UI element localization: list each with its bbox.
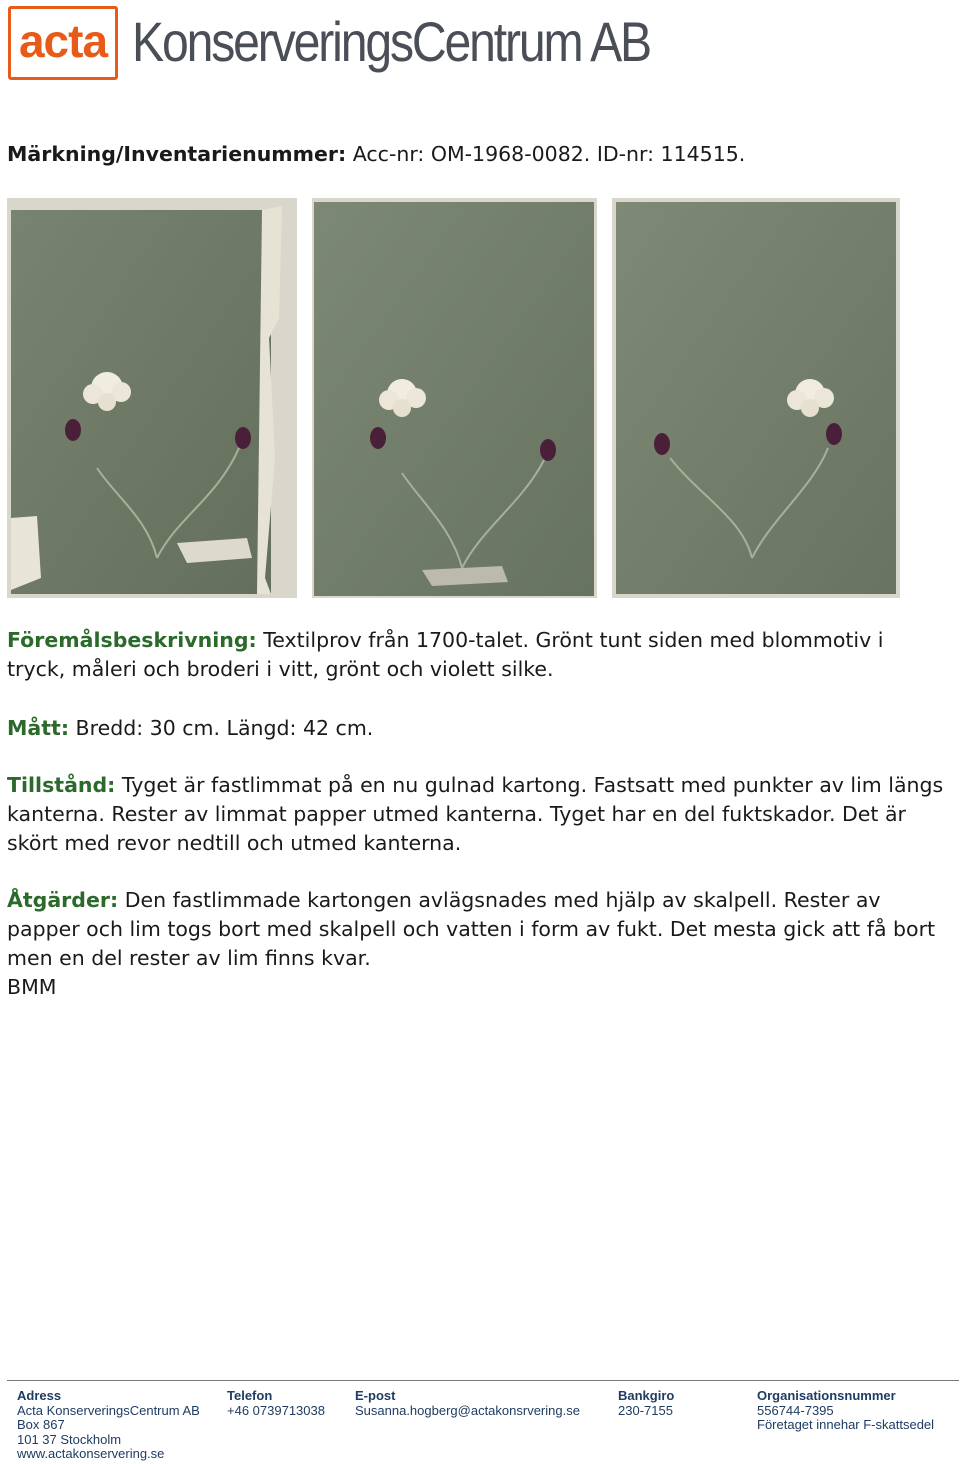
condition-text: Tyget är fastlimmat på en nu gulnad kartong. Fastsatt med punkter av lim längs kanterna. Rester av limmat papper utmed kanterna. Tyget har en del fuktskador. Det är skört med revor nedtill och utmed kanterna. <box>7 773 944 855</box>
footer-address-heading: Adress <box>17 1388 62 1403</box>
footer-bankgiro-number: 230-7155 <box>618 1402 673 1418</box>
marking-value: Acc-nr: OM-1968-0082. ID-nr: 114515. <box>346 142 746 166</box>
footer-bankgiro-heading: Bankgiro <box>618 1388 675 1403</box>
textile-photo-before <box>7 198 297 598</box>
marking-label: Märkning/Inventarienummer: <box>7 142 347 166</box>
footer-email <box>355 1389 580 1418</box>
actions-label: Åtgärder: <box>7 888 119 912</box>
dimensions-label: Mått: <box>7 716 70 740</box>
signature: BMM <box>7 975 57 999</box>
description-paragraph <box>7 626 907 684</box>
footer-phone-number: +46 0739713038 <box>227 1402 325 1418</box>
footer-address <box>17 1389 200 1462</box>
footer-address-line: Box 867 <box>17 1417 65 1432</box>
condition-paragraph <box>7 771 957 858</box>
acta-logo <box>8 6 118 80</box>
textile-photo-after <box>612 198 900 598</box>
description-label: Föremålsbeskrivning: <box>7 628 257 652</box>
footer-email-link[interactable]: Susanna.hogberg@actakonsrvering.se <box>355 1402 580 1418</box>
footer-phone-heading: Telefon <box>227 1388 273 1403</box>
footer-orgnr <box>757 1389 934 1433</box>
actions-text: Den fastlimmade kartongen avlägsnades med hjälp av skalpell. Rester av papper och lim togs bort med skalpell och vatten i form av fukt. Det mesta gick att få bort men en del rester av lim finns kvar. <box>7 888 936 970</box>
condition-label: Tillstånd: <box>7 773 116 797</box>
footer-phone <box>227 1389 325 1418</box>
footer-address-line: Acta KonserveringsCentrum AB <box>17 1402 200 1418</box>
footer-tax-note: Företaget innehar F-skattsedel <box>757 1417 935 1432</box>
description-text: Textilprov från 1700-talet. Grönt tunt siden med blommotiv i tryck, måleri och broderi i vitt, grönt och violett silke. <box>7 628 884 681</box>
textile-photo-during <box>312 198 597 598</box>
footer-address-line: 101 37 Stockholm <box>17 1431 122 1447</box>
footer-orgnr-heading: Organisationsnummer <box>757 1388 896 1403</box>
footer-website-link[interactable]: www.actakonservering.se <box>17 1446 165 1461</box>
footer-divider <box>7 1380 959 1381</box>
footer-email-heading: E-post <box>355 1388 396 1403</box>
footer-orgnr-number: 556744-7395 <box>757 1402 834 1418</box>
footer-bankgiro <box>618 1389 674 1418</box>
dimensions-paragraph <box>7 714 373 743</box>
dimensions-text: Bredd: 30 cm. Längd: 42 cm. <box>69 716 374 740</box>
brand-name: KonserveringsCentrum AB <box>132 10 651 73</box>
logo-text: acta <box>18 15 108 67</box>
marking-line <box>7 140 745 169</box>
actions-paragraph <box>7 886 957 973</box>
